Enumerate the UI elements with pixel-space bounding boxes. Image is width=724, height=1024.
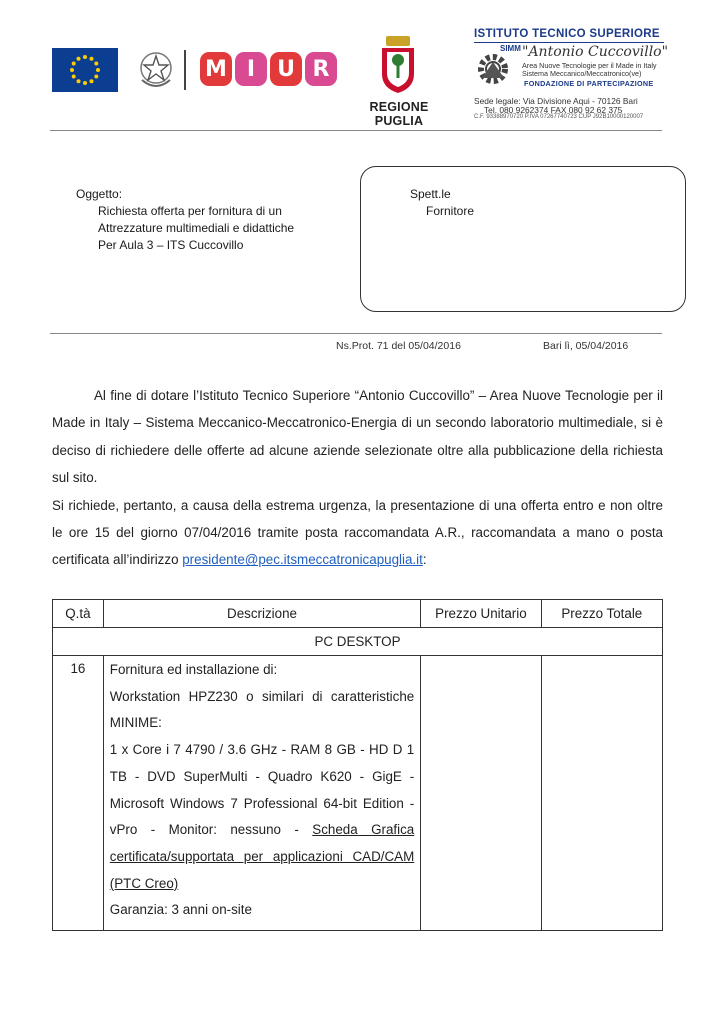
miur-logo — [200, 52, 337, 86]
col-header-qty: Q.tà — [53, 600, 104, 628]
section-title: PC DESKTOP — [53, 628, 663, 656]
body-paragraph-2-end: : — [422, 552, 427, 568]
italian-republic-emblem — [136, 46, 176, 92]
its-subtitle-2: Sistema Meccanico/Meccatronico(ve) — [522, 69, 642, 78]
offer-table — [52, 599, 663, 931]
desc-warranty: Garanzia: 3 anni on-site — [109, 902, 252, 918]
row-unit-price — [421, 656, 541, 931]
eu-flag-logo — [52, 48, 118, 92]
desc-specs: 1 x Core i 7 4790 / 3.6 GHz - RAM 8 GB - HD D 1 TB - DVD SuperMulti - Quadro K620 - GigE - Microsoft Windows 7 Professional 64-bit Edition - vPro - Monitor: nessuno - — [109, 742, 415, 838]
its-title: ISTITUTO TECNICO SUPERIORE — [474, 28, 660, 40]
header-divider — [50, 130, 662, 131]
its-title-underline — [474, 42, 664, 43]
email-link[interactable]: presidente@pec.itsmeccatronicapuglia.it — [182, 552, 423, 568]
eu-stars-icon — [52, 48, 118, 92]
logo-divider — [184, 50, 186, 90]
recipient-name: Fornitore — [426, 204, 475, 218]
body-paragraph-2-text: Si richiede, pertanto, a causa della estrema urgenza, la presentazione di una offerta entro e non oltre le ore 15 del giorno 07/04/2016 tramite posta raccomandata A.R., raccomandata a mano o posta certificata all’indirizzo — [52, 497, 663, 568]
desc-line-1: Fornitura ed installazione di: — [109, 662, 278, 677]
desc-line-3 — [110, 737, 414, 897]
table-section-row — [53, 628, 663, 656]
subject-block — [76, 186, 294, 254]
regione-puglia-shield — [380, 36, 416, 94]
its-phone: Tel. 080 9262374 FAX 080 92 62 375 — [484, 105, 623, 115]
col-header-unit-price: Prezzo Unitario — [421, 600, 541, 628]
its-fondazione: FONDAZIONE DI PARTECIPAZIONE — [524, 79, 654, 88]
table-row — [53, 656, 663, 931]
table-header-row — [53, 600, 663, 628]
recipient-box — [360, 166, 686, 312]
its-name: "Antonio Cuccovillo" — [522, 44, 669, 60]
subject-line-3: Per Aula 3 – ITS Cuccovillo — [98, 238, 244, 252]
its-subtitle-1: Area Nuove Tecnologie per il Made in Italy — [522, 61, 657, 70]
row-description — [103, 656, 420, 931]
miur-letter-u: U — [270, 52, 302, 86]
recipient-block — [410, 186, 474, 220]
row-qty: 16 — [53, 656, 104, 931]
protocol-number: Ns.Prot. 71 del 05/04/2016 — [336, 340, 461, 352]
regione-puglia-label: REGIONE PUGLIA — [369, 100, 429, 128]
subject-label: Oggetto: — [76, 187, 123, 201]
body-paragraph-2 — [52, 492, 663, 574]
miur-letter-r: R — [305, 52, 337, 86]
its-tax-codes: C.F. 93388970720 P.IVA 07267740723 CUP J92B10000120007 — [474, 114, 644, 120]
miur-letter-m: M — [200, 52, 232, 86]
subject-divider — [50, 333, 662, 334]
its-simm-label: SIMM — [500, 44, 521, 53]
body-paragraph-1: Al fine di dotare l’Istituto Tecnico Superiore “Antonio Cuccovillo” – Area Nuove Tecnologie per il Made in Italy – Sistema Meccanico-Meccatronico-Energia di un secondo laboratorio multimediale, si è deciso di richiedere delle offerte ad alcune aziende selezionate oltre alla pubblicazione della richiesta sul sito. — [52, 388, 663, 486]
col-header-description: Descrizione — [103, 600, 420, 628]
letter-body — [52, 382, 663, 574]
desc-graphics-card: Scheda Grafica certificata/supportata per applicazioni CAD/CAM (PTC Creo) — [109, 822, 415, 891]
desc-line-2: Workstation HPZ230 o similari di caratteristiche MINIME: — [109, 688, 415, 731]
col-header-total-price: Prezzo Totale — [541, 600, 662, 628]
miur-letter-i: I — [235, 52, 267, 86]
gear-icon — [474, 48, 512, 86]
place-date: Bari lì, 05/04/2016 — [543, 340, 629, 352]
recipient-label: Spett.le — [410, 187, 451, 201]
subject-line-1: Richiesta offerta per fornitura di un — [98, 204, 282, 218]
row-total-price — [541, 656, 662, 931]
subject-line-2: Attrezzature multimediali e didattiche — [98, 221, 295, 235]
its-address: Sede legale: Via Divisione Aqui - 70126 Bari — [474, 96, 638, 106]
